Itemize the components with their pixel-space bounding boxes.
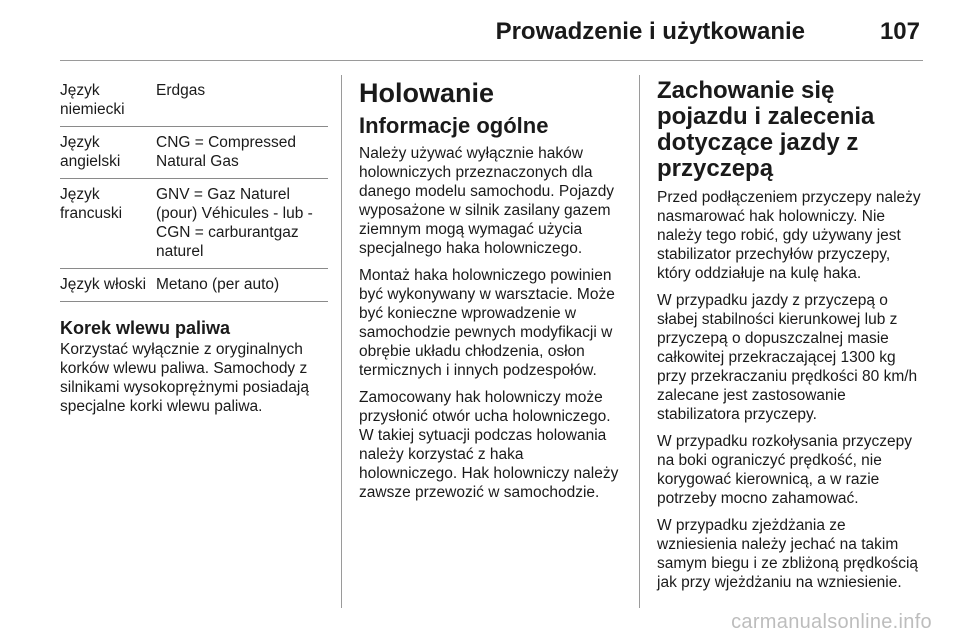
value-cell: Erdgas [156,82,206,99]
value-cell: GNV = Gaz Naturel (pour) Véhicules - lub - CGN = carburantgaz naturel [156,186,313,260]
fuel-cap-paragraph: Korzystać wyłącznie z oryginalnych korków wlewu paliwa. Samochody z silnikami wysokoprężnymi posiadają specjalne korki wlewu paliwa. [60,341,309,415]
page-header-title: Prowadzenie i użytkowanie [495,18,805,45]
page-number: 107 [879,18,920,45]
table-row [60,127,328,179]
trailer-paragraph: Przed podłączeniem przyczepy należy nasmarować hak holowniczy. Nie należy tego robić, gdy używany jest stabilizator przechyłów przyczepy, który oddziałuje na kulę haka. [657,189,921,282]
language-cell: Język niemiecki [60,82,125,118]
table-row [60,269,328,302]
watermark: carmanualsonline.info [731,611,932,633]
trailer-paragraph: W przypadku zjeżdżania ze wzniesienia należy jechać na takim samym biegu i ze zbliżoną prędkością jak przy wjeżdżaniu na wzniesienie. [657,517,919,591]
language-cell: Język francuski [60,186,123,222]
column-divider-1 [341,75,342,608]
towing-paragraph: Należy używać wyłącznie haków holowniczych przeznaczonych dla danego modelu samochodu. Pojazdy wyposażone w silnik zasilany gazem ziemnym mogą wymagać użycia specjalnego haka holowniczego. [359,145,615,257]
right-column [657,78,925,600]
left-column [60,78,328,424]
towing-paragraph: Zamocowany hak holowniczy może przysłonić otwór ucha holowniczego. W takiej sytuacji podczas holowania należy korzystać z haka holowniczego. Hak holowniczy należy zawsze przewozić w samochodzie. [359,389,619,501]
header-divider [60,60,923,61]
general-info-subheading: Informacje ogólne [359,113,549,138]
towing-heading: Holowanie [359,78,495,108]
value-cell: Metano (per auto) [156,276,280,293]
table-row [60,78,328,127]
gas-names-table [60,78,328,302]
middle-column [359,78,624,510]
language-cell: Język angielski [60,134,121,170]
column-divider-2 [639,75,640,608]
fuel-cap-heading: Korek wlewu paliwa [60,318,231,338]
table-row [60,179,328,269]
trailer-driving-heading: Zachowanie się pojazdu i zalecenia dotyczące jazdy z przyczepą [657,77,875,182]
towing-paragraph: Montaż haka holowniczego powinien być wykonywany w warsztacie. Może być konieczne wprowadzenie w samochodzie pewnych modyfikacji w obrębie układu chłodzenia, osłon termicznych i innych podzespołów. [359,267,615,379]
trailer-paragraph: W przypadku jazdy z przyczepą o słabej stabilności kierunkowej lub z przyczepą o dopuszczalnej masie całkowitej przekraczającej 1300 kg przy przekraczaniu prędkości 80 km/h zalecane jest zastosowanie stabilizatora przyczepy. [657,292,918,423]
value-cell: CNG = Compressed Natural Gas [156,134,296,170]
trailer-paragraph: W przypadku rozkołysania przyczepy na boki ograniczyć prędkość, nie korygować kierownicą, a w razie potrzeby mocno zahamować. [657,433,912,507]
language-cell: Język włoski [60,276,147,293]
